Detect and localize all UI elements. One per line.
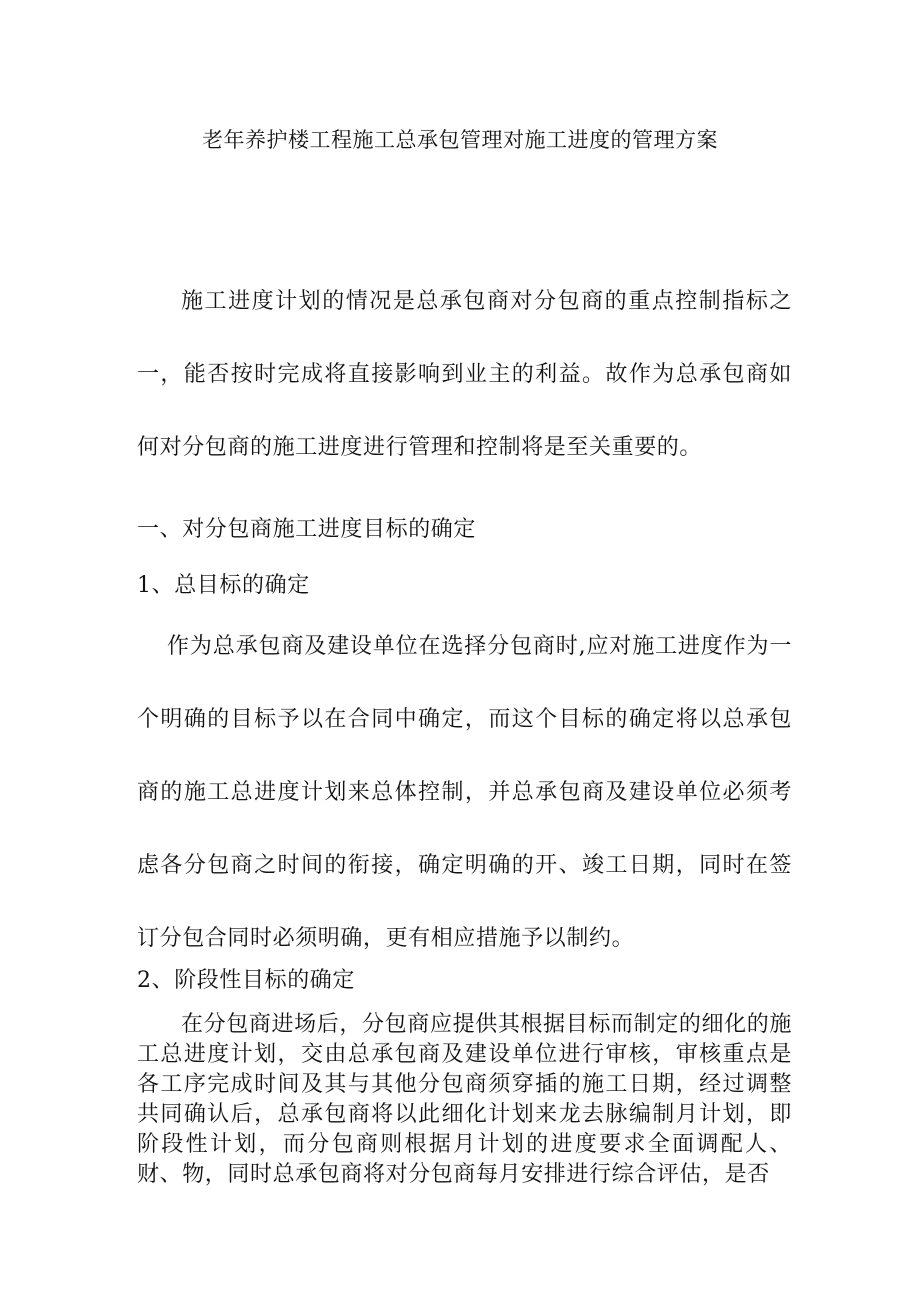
intro-paragraph: 施工进度计划的情况是总承包商对分包商的重点控制指标之一，能否按时完成将直接影响到业主的利益。故作为总承包商如何对分包商的施工进度进行管理和控制将是至关重要的。 [137, 289, 792, 460]
section-heading-1: 一、对分包商施工进度目标的确定 [137, 517, 477, 542]
document-title: 老年养护楼工程施工总承包管理对施工进度的管理方案 [202, 128, 718, 152]
subsection-2-paragraph: 在分包商进场后，分包商应提供其根据目标而制定的细化的施工总进度计划，交由总承包商及建设单位进行审核，审核重点是各工序完成时间及其与其他分包商须穿插的施工日期，经过调整共同确认后，总承包商将以此细化计划来龙去脉编制月计划，即阶段性计划，而分包商则根据月计划的进度要求全面调配人、财、物，同时总承包商将对分包商每月安排进行综合评估，是否 [137, 1012, 792, 1187]
subsection-1-paragraph: 作为总承包商及建设单位在选择分包商时,应对施工进度作为一个明确的目标予以在合同中确定，而这个目标的确定将以总承包商的施工总进度计划来总体控制，并总承包商及建设单位必须考虑各分包商之时间的衔接，确定明确的开、竣工日期，同时在签订分包合同时必须明确，更有相应措施予以制约。 [137, 634, 792, 951]
subsection-heading-2: 2、阶段性目标的确定 [137, 968, 355, 993]
subsection-heading-1: 1、总目标的确定 [137, 573, 310, 598]
